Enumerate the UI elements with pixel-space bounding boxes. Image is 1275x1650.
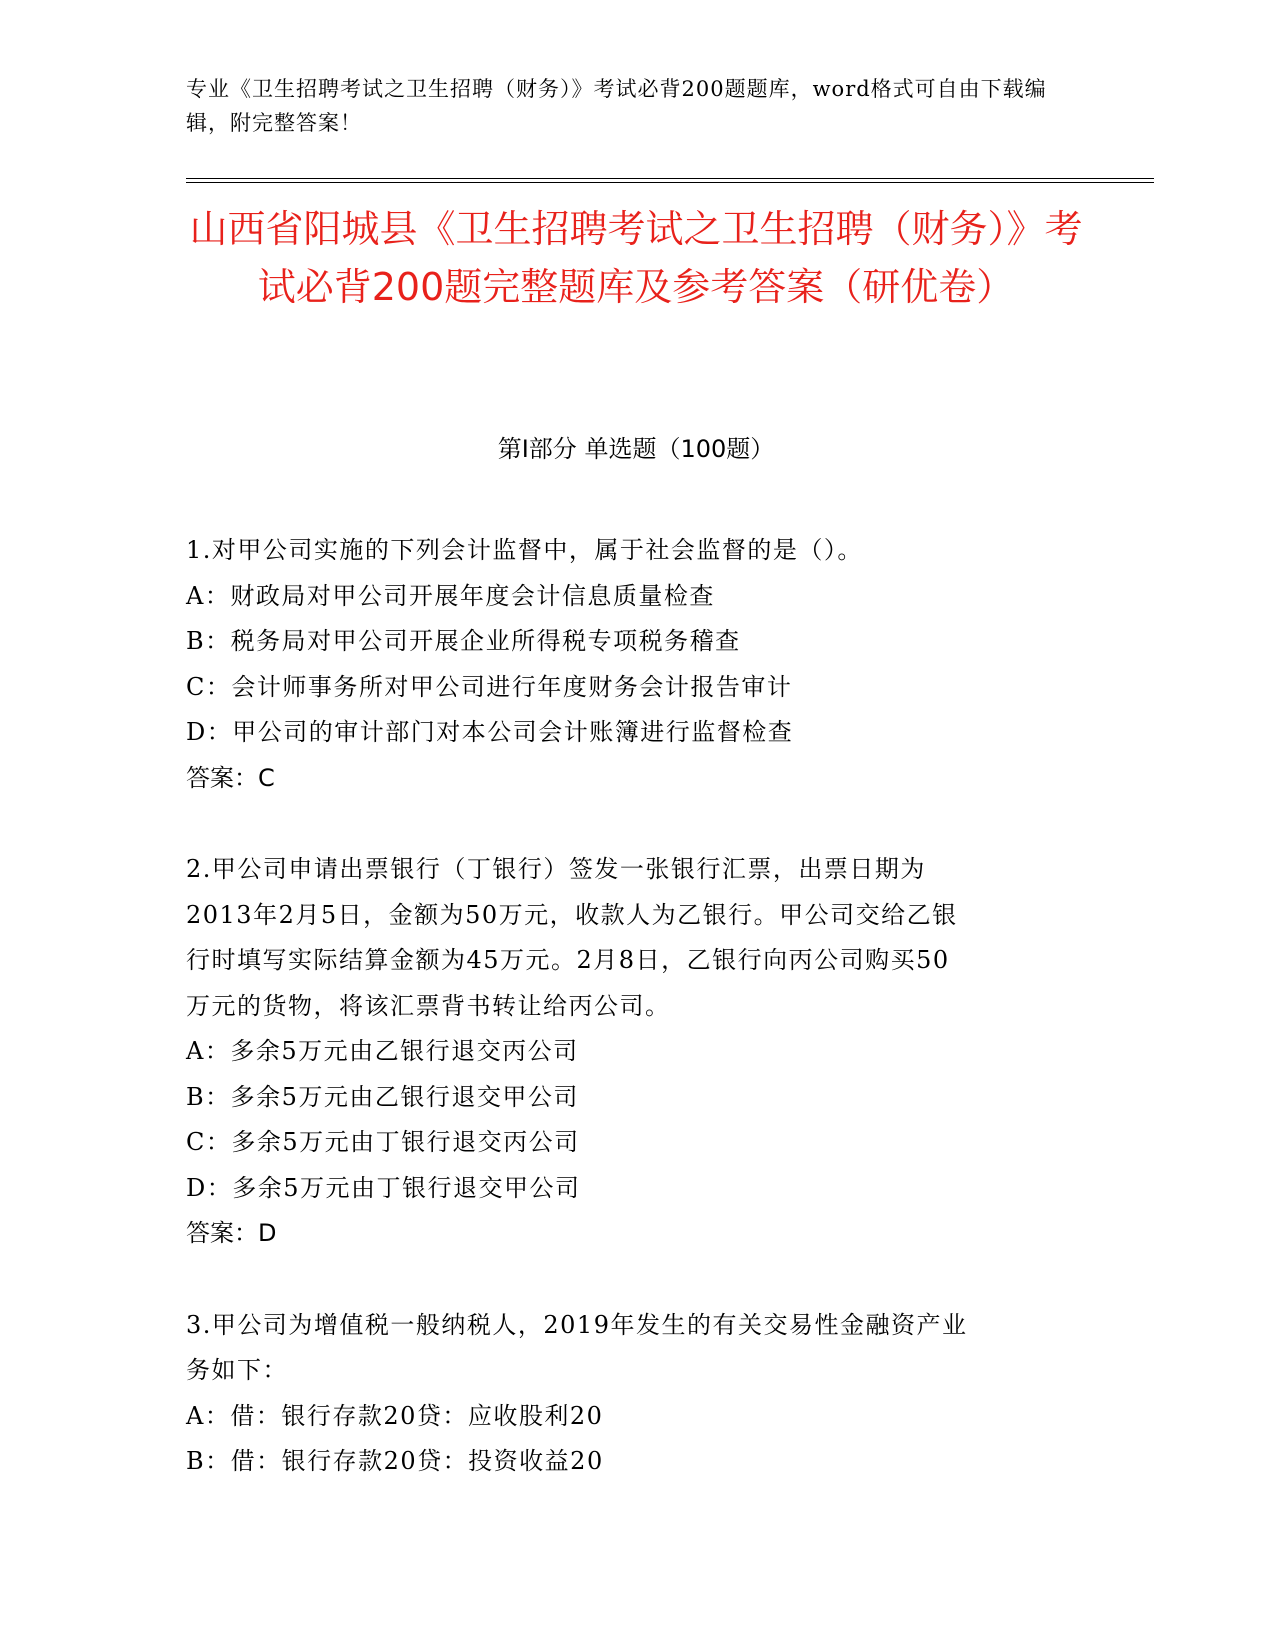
document-title: 山西省阳城县《卫生招聘考试之卫生招聘（财务）》考试必背200题完整题库及参考答案（研优卷） <box>189 207 1083 309</box>
option-c: C：会计师事务所对甲公司进行年度财务会计报告审计 <box>186 672 793 701</box>
question-stem-line: 3.甲公司为增值税一般纳税人，2019年发生的有关交易性金融资产业 <box>186 1310 968 1339</box>
question-stem-line: 务如下： <box>186 1356 288 1384</box>
question-2 <box>186 847 1086 1257</box>
question-list <box>186 528 1086 1531</box>
section-heading: 第I部分 单选题（100题） <box>497 435 775 463</box>
question-stem-line: 2013年2月5日，金额为50万元，收款人为乙银行。甲公司交给乙银 <box>186 900 958 929</box>
option-a: A：多余5万元由乙银行退交丙公司 <box>186 1037 579 1065</box>
question-stem-line: 万元的货物，将该汇票背书转让给丙公司。 <box>186 991 671 1020</box>
header-divider-top <box>186 178 1154 179</box>
option-b: B：税务局对甲公司开展企业所得税专项税务稽查 <box>186 627 741 655</box>
question-1 <box>186 528 1086 801</box>
question-stem-line: 行时填写实际结算金额为45万元。2月8日，乙银行向丙公司购买50 <box>186 946 950 974</box>
header-note: 专业《卫生招聘考试之卫生招聘（财务）》考试必背200题题库，word格式可自由下载编辑，附完整答案！ <box>186 77 1047 135</box>
option-b: B：借：银行存款20贷：投资收益20 <box>186 1447 604 1475</box>
option-b: B：多余5万元由乙银行退交甲公司 <box>186 1082 579 1111</box>
question-3 <box>186 1303 1086 1485</box>
option-a: A：财政局对甲公司开展年度会计信息质量检查 <box>186 581 715 610</box>
header-divider-bottom <box>186 182 1154 183</box>
question-stem-line: 1.对甲公司实施的下列会计监督中，属于社会监督的是（）。 <box>186 536 863 564</box>
option-d: D：甲公司的审计部门对本公司会计账簿进行监督检查 <box>186 718 794 746</box>
option-c: C：多余5万元由丁银行退交丙公司 <box>186 1128 580 1156</box>
option-a: A：借：银行存款20贷：应收股利20 <box>186 1401 604 1430</box>
option-d: D：多余5万元由丁银行退交甲公司 <box>186 1173 581 1202</box>
question-stem-line: 2.甲公司申请出票银行（丁银行）签发一张银行汇票，出票日期为 <box>186 855 926 883</box>
answer-line: 答案：C <box>186 763 275 792</box>
answer-line: 答案：D <box>186 1219 277 1247</box>
